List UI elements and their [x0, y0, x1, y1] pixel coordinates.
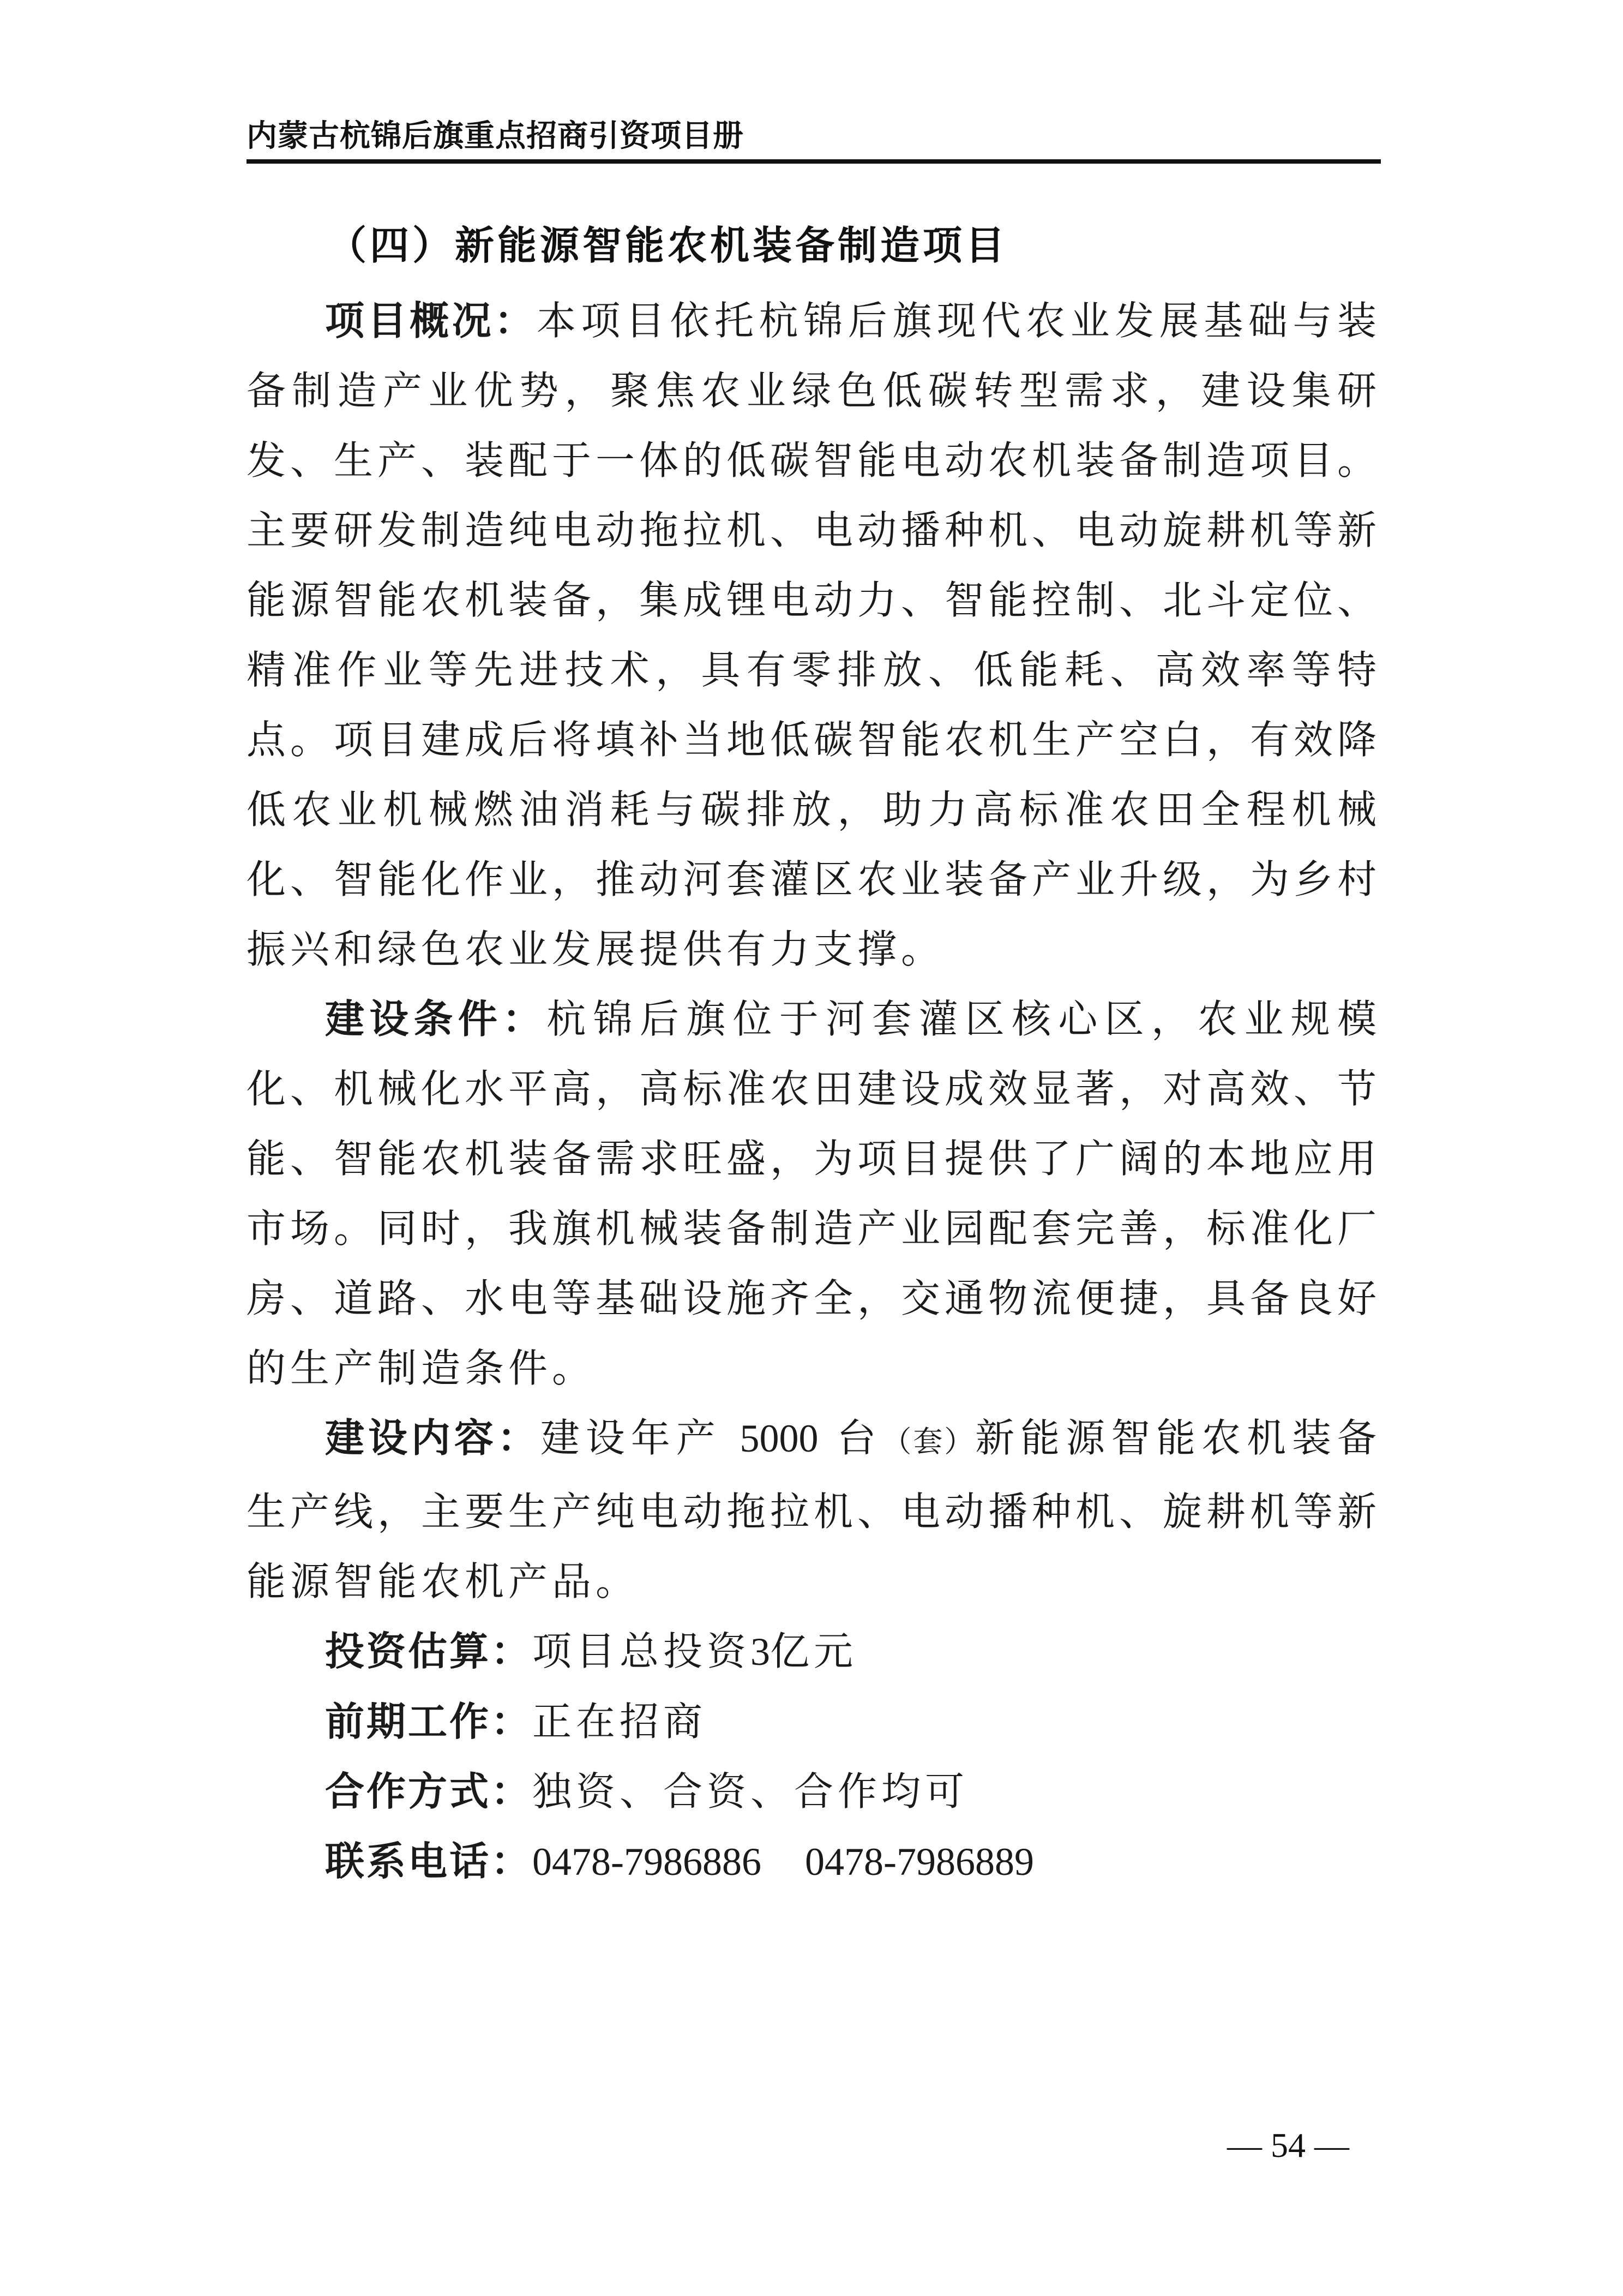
- preliminary-text: 正在招商: [532, 1699, 707, 1745]
- conditions-label: 建设条件：: [325, 996, 547, 1042]
- overview-paragraph: [247, 286, 1381, 984]
- running-header: 内蒙古杭锦后旗重点招商引资项目册: [247, 118, 744, 154]
- investment-text-a: 项目总投资: [532, 1628, 751, 1674]
- content-text-b: 台: [837, 1415, 882, 1461]
- contact-line: [247, 1826, 1381, 1897]
- content-text-a: 建设年产: [540, 1415, 722, 1461]
- conditions-paragraph: [247, 984, 1381, 1403]
- document-body: [247, 286, 1381, 1897]
- investment-text-b: 亿元: [770, 1628, 858, 1674]
- contact-phone-1: 0478-7986886: [532, 1840, 761, 1884]
- overview-label: 项目概况：: [325, 298, 537, 344]
- content-paragraph: [247, 1403, 1381, 1616]
- content-quantity: 5000: [740, 1417, 819, 1460]
- content-label: 建设内容：: [325, 1415, 540, 1461]
- section-title: （四）新能源智能农机装备制造项目: [327, 223, 1008, 268]
- preliminary-label: 前期工作：: [325, 1699, 533, 1745]
- header-rule: [247, 159, 1381, 164]
- investment-line: [247, 1616, 1381, 1687]
- cooperation-line: [247, 1757, 1381, 1826]
- investment-label: 投资估算：: [325, 1628, 533, 1674]
- page-number: — 54 —: [1227, 2126, 1349, 2165]
- conditions-text: 杭锦后旗位于河套灌区核心区，农业规模化、机械化水平高，高标准农田建设成效显著，对高效、节能、智能农机装备需求旺盛，为项目提供了广阔的本地应用市场。同时，我旗机械装备制造产业园配套完善，标准化厂房、道路、水电等基础设施齐全，交通物流便捷，具备良好的生产制造条件。: [247, 996, 1381, 1391]
- contact-phone-2: 0478-7986889: [805, 1840, 1034, 1884]
- content-unit: （套）: [882, 1424, 976, 1459]
- cooperation-label: 合作方式：: [325, 1769, 533, 1814]
- preliminary-line: [247, 1687, 1381, 1757]
- contact-label: 联系电话：: [325, 1838, 533, 1884]
- overview-text: 本项目依托杭锦后旗现代农业发展基础与装备制造产业优势，聚焦农业绿色低碳转型需求，建设集研发、生产、装配于一体的低碳智能电动农机装备制造项目。主要研发制造纯电动拖拉机、电动播种机、电动旋耕机等新能源智能农机装备，集成锂电动力、智能控制、北斗定位、精准作业等先进技术，具有零排放、低能耗、高效率等特点。项目建成后将填补当地低碳智能农机生产空白，有效降低农业机械燃油消耗与碳排放，助力高标准农田全程机械化、智能化作业，推动河套灌区农业装备产业升级，为乡村振兴和绿色农业发展提供有力支撑。: [247, 298, 1381, 972]
- cooperation-text: 独资、合资、合作均可: [532, 1769, 969, 1814]
- content-text-c: 新能源智能农机装备生产线，主要生产纯电动拖拉机、电动播种机、旋耕机等新能源智能农机产品。: [247, 1415, 1381, 1604]
- investment-amount: 3: [750, 1630, 771, 1674]
